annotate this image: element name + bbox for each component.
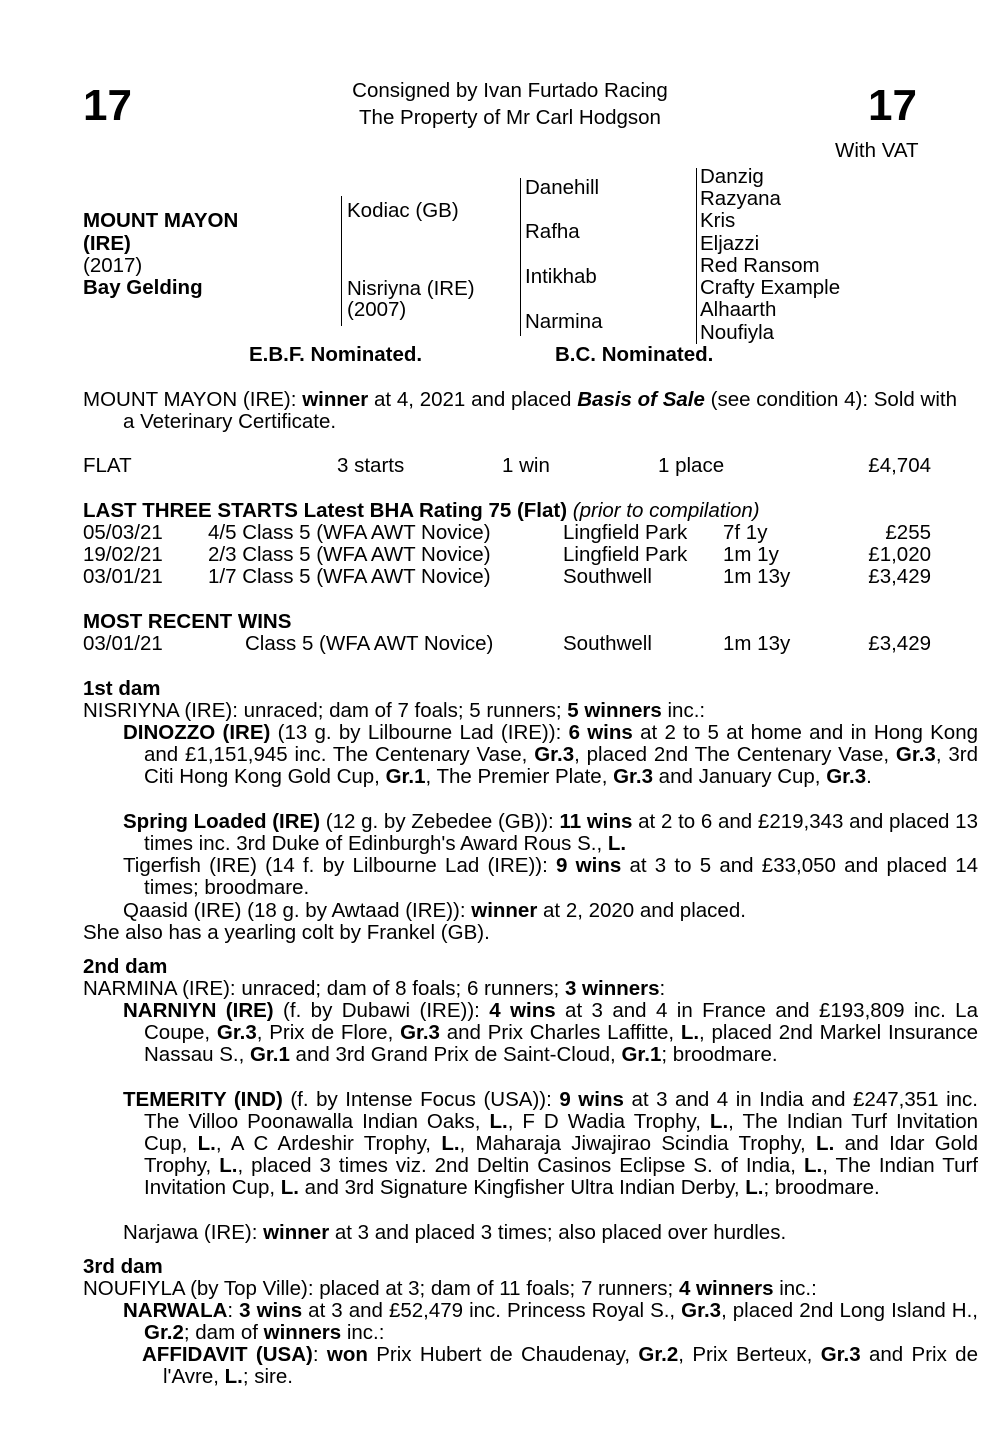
flat-record <box>83 455 931 477</box>
text-run: and Prix de l'Avre, <box>163 1343 978 1388</box>
text-run: L. <box>607 832 627 855</box>
text-run: ; dam of <box>183 1321 264 1344</box>
race-summary <box>83 389 957 433</box>
pedigree-damsire: Intikhab <box>525 265 597 288</box>
first-dam-closing: She also has a yearling colt by Frankel (GB). <box>83 921 490 944</box>
horse-name: MOUNT MAYON <box>83 209 239 232</box>
text-run: 6 wins <box>568 721 633 744</box>
start-race: 4/5 Class 5 (WFA AWT Novice) <box>208 521 491 544</box>
text-run: at 3 and placed 3 times; also placed over hurdles. <box>329 1221 787 1244</box>
text-run: at 2, 2020 and placed. <box>537 899 746 922</box>
text-run: Qaasid (IRE) (18 g. by Awtaad (IRE)): <box>123 899 472 922</box>
record-earnings: £4,704 <box>868 454 931 477</box>
lot-number-left: 17 <box>83 81 132 130</box>
pedigree-dam-year: (2007) <box>347 298 407 321</box>
text-run: L. <box>680 1021 700 1044</box>
text-run: Gr.3 <box>613 765 653 788</box>
start-race: 2/3 Class 5 (WFA AWT Novice) <box>208 543 491 566</box>
text-run: L. <box>709 1110 729 1133</box>
text-run: , Prix Berteux, <box>678 1343 821 1366</box>
produce-entry <box>83 855 978 899</box>
start-distance: 7f 1y <box>723 521 768 544</box>
text-run: DINOZZO (IRE) <box>123 721 271 744</box>
text-run: and January Cup, <box>652 765 827 788</box>
summary-text1: at 4, 2021 and placed <box>368 388 578 411</box>
text-run: won <box>326 1343 368 1366</box>
text-run: (f. by Dubawi (IRE)): <box>273 999 490 1022</box>
text-run: ; broodmare. <box>763 1176 880 1199</box>
text-run: at 2 to 6 and £219,343 and placed 13 times inc. 3rd Duke of Edinburgh's Award Rous S., <box>144 810 978 855</box>
table-row <box>83 633 931 655</box>
second-dam-heading: 2nd dam <box>83 955 168 978</box>
text-run: at 3 to 5 and £33,050 and placed 14 times; broodmare. <box>144 854 978 899</box>
text-run: Tigerfish (IRE) (14 f. by Lilbourne Lad (IRE)): <box>123 854 557 877</box>
start-date: 19/02/21 <box>83 543 163 566</box>
text-run: 9 wins <box>559 1088 624 1111</box>
second-dam-intro <box>83 978 917 1000</box>
text-run: and Prix Charles Laffitte, <box>439 1021 681 1044</box>
start-course: Lingfield Park <box>563 543 688 566</box>
text-run: , 3rd Citi Hong Kong Gold Cup, <box>144 743 978 788</box>
start-race: 1/7 Class 5 (WFA AWT Novice) <box>208 565 491 588</box>
pedigree-great-5: Red Ransom <box>700 254 820 277</box>
win-course: Southwell <box>563 632 652 655</box>
text-run: inc.: <box>773 1277 817 1300</box>
record-type: FLAT <box>83 454 132 477</box>
text-run: (12 g. by Zebedee (GB)): <box>320 810 560 833</box>
text-run: and 3rd Grand Prix de Saint-Cloud, <box>289 1043 622 1066</box>
table-row <box>83 522 931 544</box>
record-places: 1 place <box>658 454 725 477</box>
produce-entry <box>83 900 978 922</box>
pedigree-great-2: Razyana <box>700 187 781 210</box>
text-run: L. <box>745 1176 764 1199</box>
text-run: Gr.3 <box>895 743 936 766</box>
text-run: at 3 and £52,479 inc. Princess Royal S., <box>302 1299 682 1322</box>
text-run: winners <box>263 1321 342 1344</box>
last-three-note: (prior to compilation) <box>572 499 760 522</box>
text-run: L. <box>441 1132 460 1155</box>
third-dam-intro <box>83 1278 917 1300</box>
first-dam-intro <box>83 700 917 722</box>
text-run: TEMERITY (IND) <box>123 1088 283 1111</box>
pedigree-line-sire <box>341 196 342 326</box>
table-row <box>83 566 931 588</box>
text-run: inc.: <box>341 1321 385 1344</box>
pedigree-great-1: Danzig <box>700 165 764 188</box>
record-wins: 1 win <box>502 454 550 477</box>
text-run: Gr.1 <box>249 1043 290 1066</box>
pedigree-great-3: Kris <box>700 209 736 232</box>
text-run: winner <box>263 1221 330 1244</box>
horse-foaling-year: (2017) <box>83 254 143 277</box>
dam-intro-text: NISRIYNA (IRE): unraced; dam of 7 foals; 5 runners; <box>83 699 568 722</box>
pedigree-great-8: Noufiyla <box>700 321 775 344</box>
last-three-heading <box>83 500 760 522</box>
text-run: ; sire. <box>242 1365 293 1388</box>
text-run: ; broodmare. <box>661 1043 778 1066</box>
text-run: Gr.1 <box>385 765 426 788</box>
text-run: 4 wins <box>489 999 556 1022</box>
start-prize: £1,020 <box>868 543 931 566</box>
text-run: L. <box>197 1132 216 1155</box>
text-run: Gr.1 <box>621 1043 662 1066</box>
text-run: 4 winners <box>678 1277 774 1300</box>
produce-entry <box>102 1344 978 1388</box>
text-run: Gr.3 <box>400 1021 440 1044</box>
start-prize: £255 <box>885 521 931 544</box>
text-run: NARWALA <box>123 1299 228 1322</box>
start-distance: 1m 1y <box>723 543 779 566</box>
text-run: , The Premier Plate, <box>425 765 614 788</box>
dam-winners: 5 winners <box>567 699 662 722</box>
text-run: , Maharaja Jiwajirao Scindia Trophy, <box>459 1132 817 1155</box>
pedigree-grandsire: Danehill <box>525 176 600 199</box>
text-run: : <box>659 977 666 1000</box>
text-run: Narjawa (IRE): <box>123 1221 264 1244</box>
text-run: AFFIDAVIT (USA) <box>142 1343 313 1366</box>
pedigree-line-grand <box>520 178 521 336</box>
text-run: , placed 3 times viz. 2nd Deltin Casinos Eclipse S. of India, <box>237 1154 804 1177</box>
produce-entry <box>83 1300 978 1344</box>
bc-nomination: B.C. Nominated. <box>555 343 714 366</box>
text-run: NARNIYN (IRE) <box>123 999 274 1022</box>
text-run: Gr.3 <box>681 1299 722 1322</box>
ebf-nomination: E.B.F. Nominated. <box>249 343 423 366</box>
pedigree-granddam: Rafha <box>525 220 580 243</box>
text-run: at 3 and 4 in India and £247,351 inc. The Villoo Poonawalla Indian Oaks, <box>144 1088 978 1133</box>
produce-entry <box>83 1222 978 1244</box>
text-run: Gr.3 <box>534 743 575 766</box>
start-date: 05/03/21 <box>83 521 163 544</box>
produce-entry <box>83 1089 978 1199</box>
produce-entry <box>83 811 978 855</box>
recent-wins-heading: MOST RECENT WINS <box>83 610 292 633</box>
text-run: 3 wins <box>239 1299 303 1322</box>
text-run: , A C Ardeshir Trophy, <box>215 1132 442 1155</box>
text-run: 9 wins <box>556 854 622 877</box>
win-distance: 1m 13y <box>723 632 791 655</box>
pedigree-great-7: Alhaarth <box>700 298 777 321</box>
text-run: (13 g. by Lilbourne Lad (IRE)): <box>270 721 569 744</box>
win-prize: £3,429 <box>868 632 931 655</box>
summary-winner: winner <box>302 388 369 411</box>
summary-text2: (see condition 4): Sold with a Veterinary Certificate. <box>123 388 957 433</box>
pedigree-great-4: Eljazzi <box>700 232 760 255</box>
horse-sex: Bay Gelding <box>83 276 203 299</box>
basis-of-sale: Basis of Sale <box>577 388 705 411</box>
text-run: 3 winners <box>564 977 660 1000</box>
start-prize: £3,429 <box>868 565 931 588</box>
text-run: L. <box>816 1132 835 1155</box>
produce-entry <box>83 722 978 788</box>
text-run: : <box>227 1299 240 1322</box>
text-run: 11 wins <box>559 810 633 833</box>
text-run: , The Indian Turf Invitation Cup, <box>144 1154 978 1199</box>
text-run: Gr.2 <box>144 1321 184 1344</box>
pedigree-line-great <box>696 168 697 344</box>
text-run: , placed 2nd The Centenary Vase, <box>574 743 896 766</box>
text-run: winner <box>471 899 538 922</box>
pedigree-sire: Kodiac (GB) <box>347 199 459 222</box>
text-run: Gr.3 <box>826 765 867 788</box>
text-run: , placed 2nd Long Island H., <box>721 1299 979 1322</box>
last-three-title: LAST THREE STARTS Latest BHA Rating 75 (Flat) <box>83 499 568 522</box>
text-run: L. <box>280 1176 299 1199</box>
pedigree-great-6: Crafty Example <box>700 276 841 299</box>
record-starts: 3 starts <box>337 454 405 477</box>
pedigree-second-dam: Narmina <box>525 310 603 333</box>
text-run: L. <box>803 1154 823 1177</box>
start-date: 03/01/21 <box>83 565 163 588</box>
start-distance: 1m 13y <box>723 565 791 588</box>
property-line: The Property of Mr Carl Hodgson <box>359 106 661 129</box>
text-run: , F D Wadia Trophy, <box>507 1110 710 1133</box>
text-run: L. <box>224 1365 243 1388</box>
text-run: and 3rd Signature Kingfisher Ultra Indian Derby, <box>298 1176 746 1199</box>
text-run: Gr.3 <box>820 1343 861 1366</box>
start-course: Lingfield Park <box>563 521 688 544</box>
text-run: at 3 and 4 in France and £193,809 inc. La Coupe, <box>144 999 978 1044</box>
summary-name: MOUNT MAYON (IRE): <box>83 388 303 411</box>
text-run: L. <box>489 1110 508 1133</box>
text-run: and Idar Gold Trophy, <box>144 1132 979 1177</box>
text-run: , The Indian Turf Invitation Cup, <box>144 1110 979 1155</box>
text-run: , placed 2nd Markel Insurance Nassau S., <box>144 1021 978 1066</box>
first-dam-heading: 1st dam <box>83 677 161 700</box>
vat-label: With VAT <box>835 139 919 162</box>
text-run: (f. by Intense Focus (USA)): <box>282 1088 560 1111</box>
text-run: . <box>866 765 872 788</box>
dam-intro-end: inc.: <box>661 699 706 722</box>
lot-number-right: 17 <box>868 81 917 130</box>
produce-entry <box>83 1000 978 1066</box>
table-row <box>83 544 931 566</box>
text-run: : <box>312 1343 327 1366</box>
text-run: NARMINA (IRE): unraced; dam of 8 foals; 6 runners; <box>83 977 565 1000</box>
text-run: L. <box>219 1154 238 1177</box>
text-run: at 2 to 5 at home and in Hong Kong and £1,151,945 inc. The Centenary Vase, <box>144 721 978 766</box>
text-run: Gr.2 <box>638 1343 679 1366</box>
start-course: Southwell <box>563 565 652 588</box>
third-dam-heading: 3rd dam <box>83 1255 163 1278</box>
win-race: Class 5 (WFA AWT Novice) <box>245 632 494 655</box>
text-run: Spring Loaded (IRE) <box>123 810 321 833</box>
text-run: NOUFIYLA (by Top Ville): placed at 3; dam of 11 foals; 7 runners; <box>83 1277 679 1300</box>
text-run: , Prix de Flore, <box>256 1021 401 1044</box>
text-run: Gr.3 <box>216 1021 257 1044</box>
consignor-line: Consigned by Ivan Furtado Racing <box>352 79 668 102</box>
text-run: Prix Hubert de Chaudenay, <box>367 1343 639 1366</box>
win-date: 03/01/21 <box>83 632 163 655</box>
horse-name-country: (IRE) <box>83 232 131 255</box>
pedigree-dam: Nisriyna (IRE) <box>347 277 475 300</box>
